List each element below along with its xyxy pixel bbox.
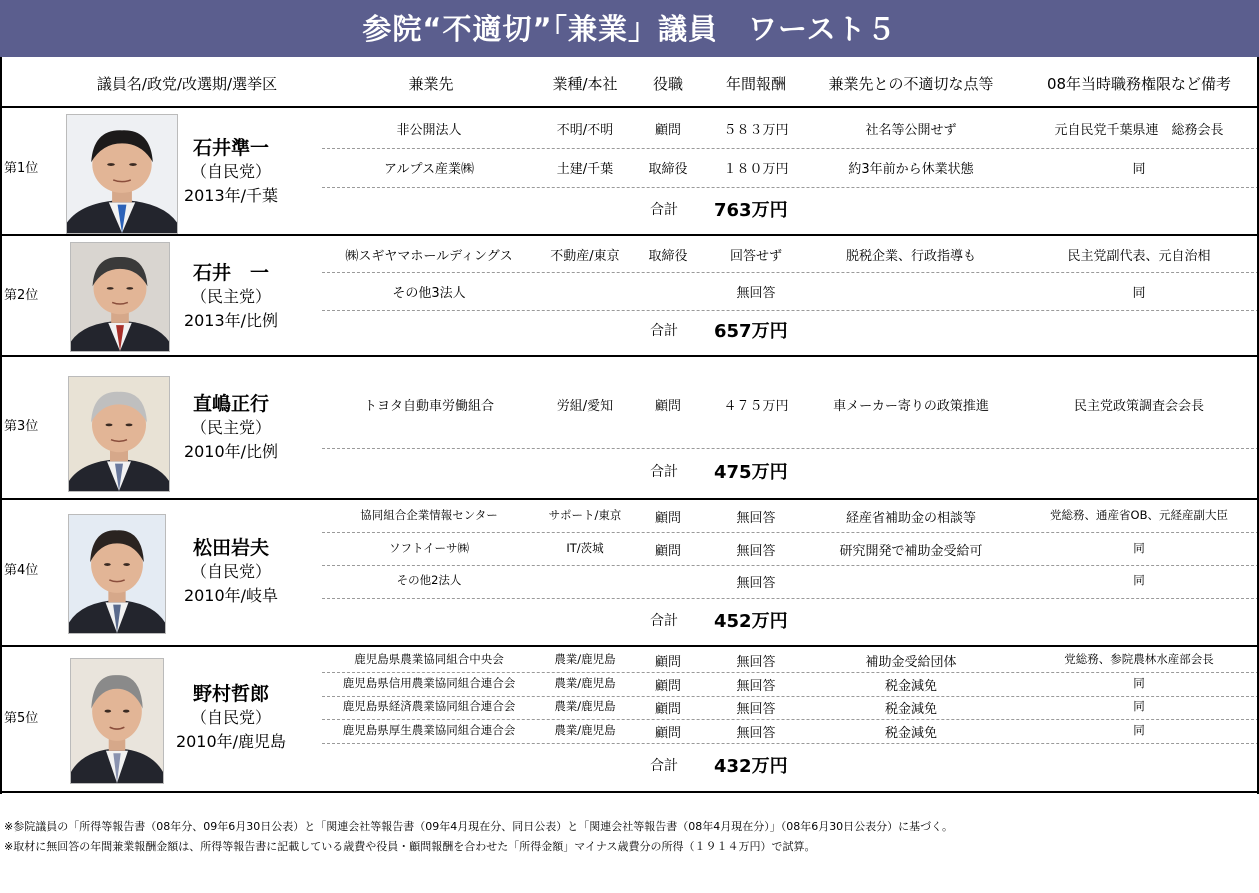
cell-issue: 経産省補助金の相談等 (845, 511, 976, 526)
cell-note: 党総務、通産省OB、元経産副大臣 (1050, 508, 1228, 522)
cell-pay: １８０万円 (723, 162, 789, 177)
row-divider (0, 234, 1259, 236)
header-role: 役職 (652, 75, 683, 93)
dashed-divider (322, 272, 1259, 273)
total-value: 452万円 (714, 611, 788, 632)
row-divider (0, 106, 1259, 108)
cell-pay: 無回答 (736, 679, 776, 694)
cell-role: 顧問 (654, 726, 681, 741)
dashed-divider (322, 743, 1259, 744)
header-note: 08年当時職務権限など備考 (1046, 75, 1232, 93)
cell-pay: ４７５万円 (723, 399, 789, 414)
cell-company: 非公開法人 (396, 123, 462, 138)
cell-note: 同 (1133, 723, 1145, 737)
dashed-divider (322, 310, 1259, 311)
header-issue: 兼業先との不適切な点等 (828, 75, 994, 93)
rank-label: 第4位 (4, 563, 39, 578)
cell-issue: 税金減免 (884, 702, 937, 717)
row-divider (0, 498, 1259, 500)
member-photo (68, 514, 166, 634)
cell-role: 顧問 (654, 399, 681, 414)
member-party: （民主党） (190, 418, 271, 437)
cell-issue: 脱税企業、行政指導も (845, 249, 976, 264)
cell-role: 顧問 (654, 655, 681, 670)
dashed-divider (322, 672, 1259, 673)
cell-pay: 無回答 (736, 576, 776, 591)
cell-role: 顧問 (654, 679, 681, 694)
total-label: 合計 (650, 323, 678, 339)
member-party: （民主党） (190, 287, 271, 306)
cell-pay: 無回答 (736, 655, 776, 670)
member-photo (70, 658, 164, 784)
member-name: 松田岩夫 (192, 537, 269, 559)
cell-role: 顧問 (654, 702, 681, 717)
page-title: 参院“不適切”「兼業」議員 ワースト５ (0, 0, 1259, 57)
footnote-2: ※取材に無回答の年間兼業報酬金額は、所得等報告書に記載している歳費や役員・顧問報酬を合わせた「所得金額」マイナス歳費分の所得（１９１４万円）で試算。 (4, 840, 816, 853)
cell-pay: 無回答 (736, 544, 776, 559)
member-term: 2010年/岐阜 (183, 586, 279, 605)
header-company: 兼業先 (408, 75, 454, 93)
member-name: 野村哲郎 (192, 683, 269, 705)
cell-role: 顧問 (654, 511, 681, 526)
cell-pay: 無回答 (736, 511, 776, 526)
dashed-divider (322, 448, 1259, 449)
cell-company: ㈱スギヤマホールディングス (345, 249, 513, 264)
cell-note: 同 (1133, 573, 1145, 587)
cell-issue: 税金減免 (884, 679, 937, 694)
dashed-divider (322, 148, 1259, 149)
total-value: 475万円 (714, 462, 788, 483)
cell-industry: 不動産/東京 (550, 249, 620, 264)
cell-pay: 無回答 (736, 702, 776, 717)
cell-company: ソフトイーサ㈱ (389, 541, 469, 555)
cell-company: 鹿児島県農業協同組合中央会 (354, 652, 504, 666)
row-divider (0, 355, 1259, 357)
cell-company: 鹿児島県信用農業協同組合連合会 (342, 676, 516, 690)
dashed-divider (322, 696, 1259, 697)
total-value: 763万円 (714, 200, 788, 221)
row-divider (0, 645, 1259, 647)
member-term: 2010年/比例 (183, 442, 279, 461)
cell-role: 顧問 (654, 123, 681, 138)
total-value: 432万円 (714, 756, 788, 777)
rank-label: 第5位 (4, 711, 39, 726)
total-label: 合計 (650, 202, 678, 218)
member-term: 2013年/千葉 (183, 186, 279, 205)
cell-note: 同 (1132, 286, 1146, 301)
cell-industry: 農業/鹿児島 (554, 723, 616, 737)
member-party: （自民党） (190, 708, 271, 727)
cell-role: 顧問 (654, 544, 681, 559)
header-pay: 年間報酬 (725, 75, 786, 93)
cell-pay: 回答せず (729, 249, 782, 264)
total-label: 合計 (650, 758, 678, 774)
cell-note: 元自民党千葉県連 総務会長 (1054, 123, 1224, 138)
cell-industry: 農業/鹿児島 (554, 699, 616, 713)
cell-note: 民主党副代表、元自治相 (1067, 249, 1211, 264)
cell-company: トヨタ自動車労働組合 (363, 399, 494, 414)
cell-industry: 土建/千葉 (556, 162, 614, 177)
cell-company: その他2法人 (396, 573, 462, 587)
member-photo (70, 242, 170, 352)
cell-industry: 不明/不明 (556, 123, 614, 138)
cell-note: 同 (1133, 541, 1145, 555)
cell-note: 党総務、参院農林水産部会長 (1064, 652, 1214, 666)
dashed-divider (322, 719, 1259, 720)
cell-issue: 車メーカー寄りの政策推進 (833, 399, 989, 414)
member-term: 2013年/比例 (183, 311, 279, 330)
cell-note: 民主党政策調査会会長 (1073, 399, 1204, 414)
cell-company: 協同組合企業情報センター (360, 508, 498, 522)
cell-issue: 社名等公開せず (865, 123, 957, 138)
member-party: （自民党） (190, 562, 271, 581)
cell-issue: 研究開発で補助金受給可 (839, 544, 983, 559)
dashed-divider (322, 187, 1259, 188)
rank-label: 第2位 (4, 288, 39, 303)
cell-issue: 約3年前から休業状態 (848, 162, 974, 177)
rank-label: 第1位 (4, 161, 39, 176)
cell-issue: 税金減免 (884, 726, 937, 741)
cell-industry: サポート/東京 (548, 508, 622, 522)
table-border (0, 57, 2, 794)
cell-note: 同 (1132, 162, 1146, 177)
cell-company: 鹿児島県厚生農業協同組合連合会 (342, 723, 516, 737)
footnote-1: ※参院議員の「所得等報告書（08年分、09年6月30日公表）と「関連会社等報告書（09年4月現在分、同日公表）と「関連会社等報告書（08年4月現在分）」（08年6月30日公表分）に基づく。 (4, 820, 953, 833)
member-photo (68, 376, 170, 492)
cell-note: 同 (1133, 699, 1145, 713)
cell-company: 鹿児島県経済農業協同組合連合会 (342, 699, 516, 713)
member-name: 直嶋正行 (192, 393, 269, 415)
header-industry: 業種/本社 (552, 75, 618, 93)
member-name: 石井準一 (192, 137, 269, 159)
cell-company: アルプス産業㈱ (384, 162, 474, 177)
cell-industry: 農業/鹿児島 (554, 676, 616, 690)
total-label: 合計 (650, 613, 678, 629)
dashed-divider (322, 532, 1259, 533)
dashed-divider (322, 565, 1259, 566)
cell-issue: 補助金受給団体 (865, 655, 957, 670)
cell-role: 取締役 (648, 162, 688, 177)
cell-role: 取締役 (648, 249, 688, 264)
row-divider (0, 791, 1259, 793)
cell-company: その他3法人 (392, 286, 466, 301)
member-party: （自民党） (190, 162, 271, 181)
dashed-divider (322, 598, 1259, 599)
total-value: 657万円 (714, 321, 788, 342)
cell-note: 同 (1133, 676, 1145, 690)
cell-industry: 農業/鹿児島 (554, 652, 616, 666)
header-member: 議員名/政党/改選期/選挙区 (96, 75, 278, 93)
cell-pay: ５８３万円 (723, 123, 789, 138)
cell-industry: IT/茨城 (566, 541, 604, 555)
member-name: 石井 一 (192, 262, 269, 284)
member-term: 2010年/鹿児島 (175, 732, 287, 751)
rank-label: 第3位 (4, 419, 39, 434)
cell-pay: 無回答 (736, 726, 776, 741)
cell-pay: 無回答 (736, 286, 776, 301)
total-label: 合計 (650, 464, 678, 480)
cell-industry: 労組/愛知 (556, 399, 614, 414)
